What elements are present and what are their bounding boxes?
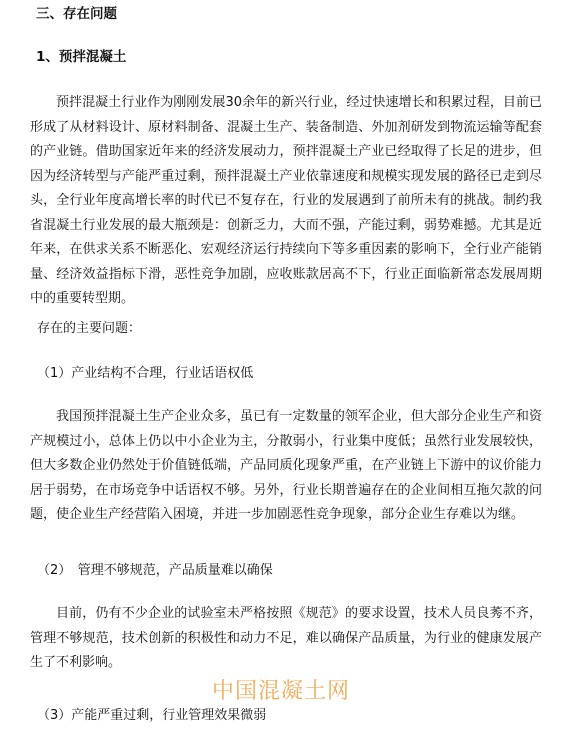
problem-3-title: （3）产能严重过剩，行业管理效果微弱 (37, 708, 267, 723)
paragraph-overview: 预拌混凝土行业作为刚刚发展30余年的新兴行业，经过快速增长和积累过程，目前已形成了从材料设计、原材料制备、混凝土生产、装备制造、外加剂研发到物流运输等配套的产业链。借助国家近年来的经济发展动力，预拌混凝土产业已经取得了长足的进步，但因为经济转型与产能严重过剩，预拌混凝土产业依靠速度和规模实现发展的路径已走到尽头，全行业年度高增长率的时代已不复存在，行业的发展遇到了前所未有的挑战。制约我省混凝土行业发展的最大瓶颈是：创新乏力，大而不强，产能过剩，弱势难撼。尤其是近年来，在供求关系不断恶化、宏观经济运行持续向下等多重因素的影响下，全行业产能销量、经济效益指标下滑，恶性竞争加剧，应收账款居高不下，行业正面临新常态发展周期中的重要转型期。 (30, 95, 542, 306)
main-problems-label: 存在的主要问题： (37, 321, 142, 336)
problem-1-title: （1）产业结构不合理，行业话语权低 (37, 366, 254, 381)
paragraph-industry-structure: 我国预拌混凝土生产企业众多，虽已有一定数量的领军企业，但大部分企业生产和资产规模过小，总体上仍以中小企业为主，分散弱小，行业集中度低；虽然行业发展较快，但大多数企业仍然处于价值链低端，产品同质化现象严重，在产业链上下游中的议价能力居于弱势，在市场竞争中话语权不够。另外，行业长期普遍存在的企业间相互拖欠款的问题，使企业生产经营陷入困境，并进一步加剧恶性竞争现象，部分企业生存难以为继。 (30, 409, 542, 522)
problem-2-title: （2） 管理不够规范，产品质量难以确保 (37, 563, 273, 578)
paragraph-management: 目前，仍有不少企业的试验室未严格按照《规范》的要求设置，技术人员良莠不齐，管理不够规范，技术创新的积极性和动力不足，难以确保产品质量，为行业的健康发展产生了不利影响。 (30, 606, 542, 670)
subsection-title: 1、预拌混凝土 (36, 49, 127, 65)
section-title: 三、存在问题 (36, 6, 117, 22)
site-watermark: 中国混凝土网 (212, 679, 351, 704)
